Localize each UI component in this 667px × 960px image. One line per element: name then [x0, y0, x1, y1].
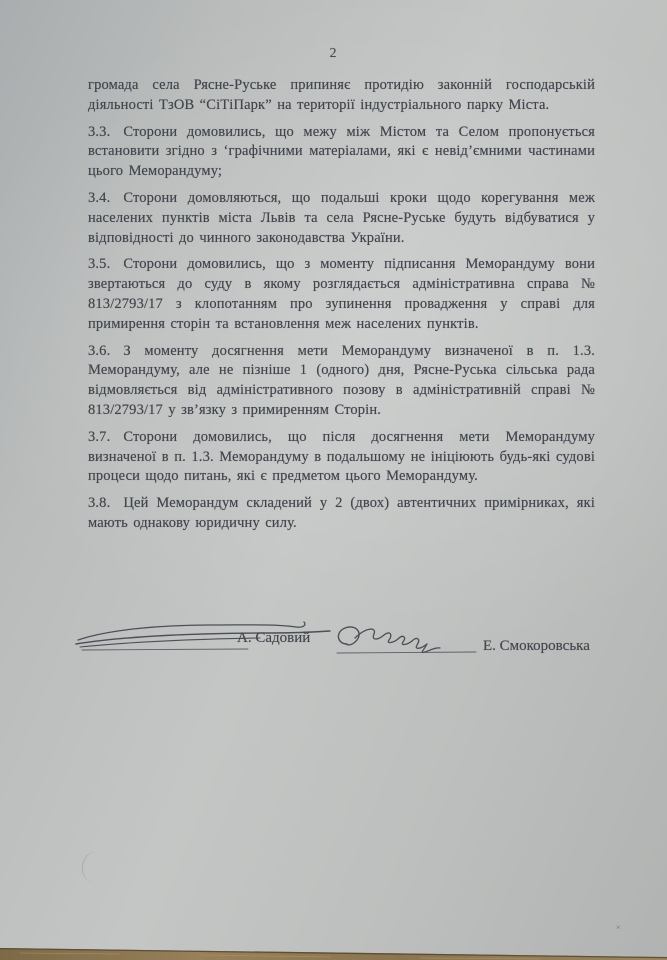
paragraph-text: громада села Рясне-Руське припиняє протидію законній господарській діяльності ТзОВ “СіТіПарк” на території індустріального парку Міста.	[88, 77, 595, 113]
clause-number: 3.3.	[88, 123, 111, 140]
clause-number: 3.8.	[88, 495, 111, 512]
paragraph-continuation	[88, 76, 595, 116]
clause-3-7	[88, 428, 595, 487]
clause-text: Сторони домовились, що після досягнення мети Меморандуму визначеної в п. 1.3. Меморандуму в подальшому не ініціюють будь-які судові процеси щодо питань, які є предметом цього Меморандуму.	[88, 428, 595, 485]
clause-text: Сторони домовляються, що подальші кроки щодо корегування меж населених пунктів міста Львів та села Рясне-Руське будуть відбуватися у відповідності до чинного законодавства України.	[88, 189, 595, 246]
paper-crease-mark	[80, 851, 107, 884]
clause-number: 3.7.	[88, 428, 111, 445]
clause-text: З моменту досягнення мети Меморандуму визначеної в п. 1.3. Меморандуму, але не пізніше 1 (одного) дня, Рясне-Руська сільська рада відмовляється від адміністративного позову в адміністративній справі № 813/2793/17 у зв’язку з примиренням Сторін.	[88, 342, 595, 418]
clause-3-3	[88, 123, 595, 182]
desk-surface	[0, 936, 667, 960]
clause-number: 3.4.	[88, 189, 111, 206]
signature-name-smokorovska: Е. Смокоровська	[483, 638, 590, 654]
clause-3-4	[88, 189, 595, 248]
clause-3-5	[88, 255, 595, 334]
clause-text: Сторони домовились, що межу між Містом та Селом пропонується встановити згідно з ‘графічними матеріалами, які є невід’ємними частинами цього Меморандуму;	[88, 123, 595, 180]
clause-3-6	[88, 342, 595, 421]
clause-text: Сторони домовились, що з моменту підписання Меморандуму вони звертаються до суду в якому розглядається адміністративна справа № 813/2793/17 з клопотанням про зупинення провадження у справі для примирення сторін та встановлення меж населених пунктів.	[88, 256, 595, 332]
clause-text: Цей Меморандум складений у 2 (двох) автентичних примірниках, які мають однакову юридичну силу.	[88, 495, 595, 531]
clause-3-8	[88, 494, 595, 534]
clause-number: 3.5.	[88, 256, 111, 273]
signature-smokorovska-scribble	[333, 620, 488, 660]
scan-speck: ×	[616, 923, 621, 932]
signature-block	[0, 600, 667, 680]
clause-number: 3.6.	[88, 342, 111, 359]
page-number: 2	[329, 46, 338, 61]
document-text-block	[88, 76, 595, 541]
signature-name-sadovyi: А. Садовий	[237, 630, 311, 646]
